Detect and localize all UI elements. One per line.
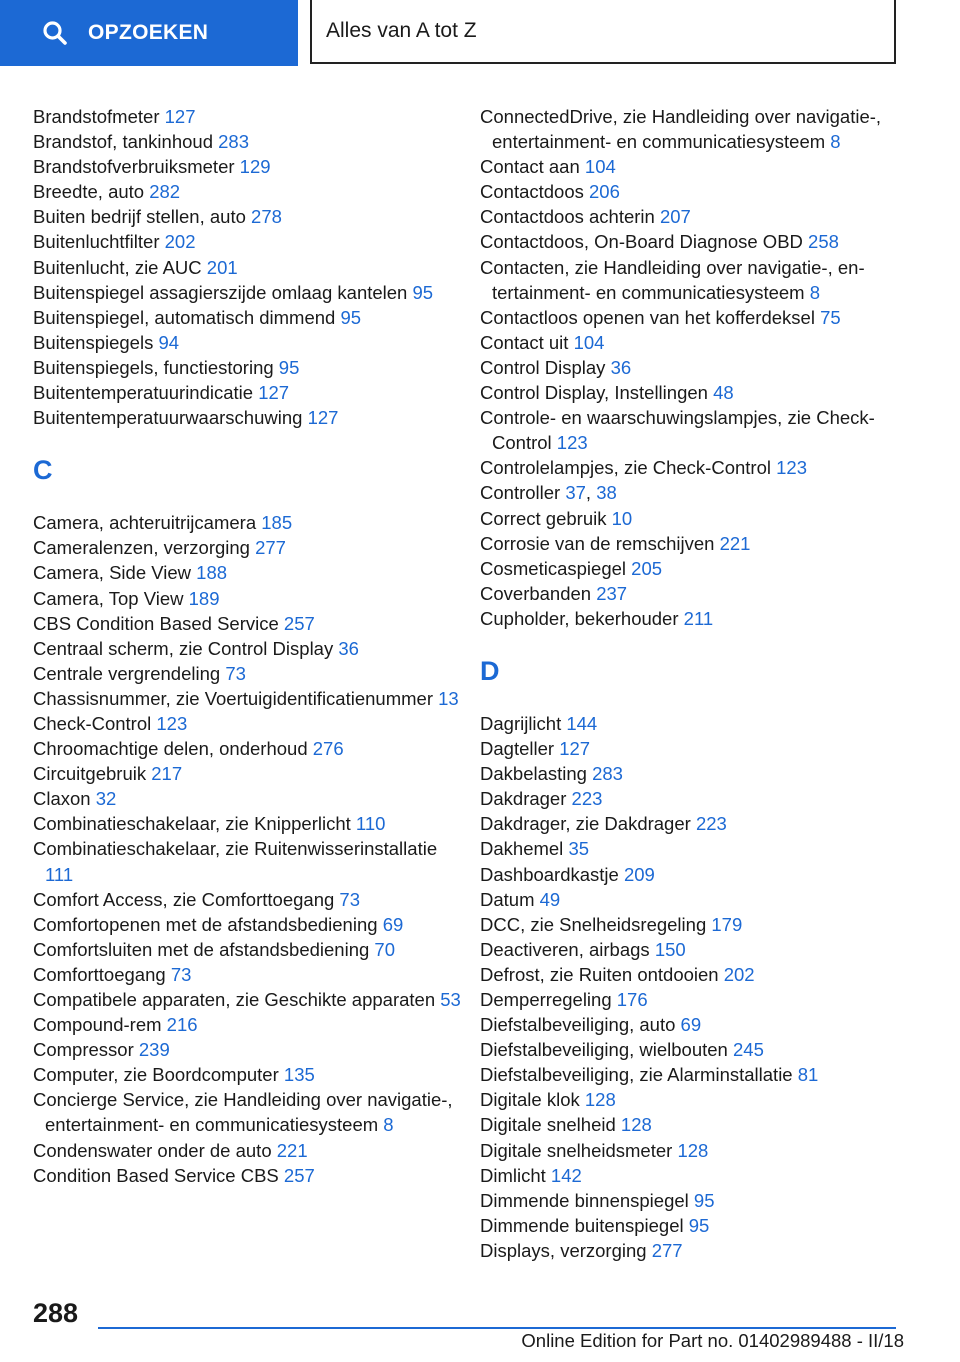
index-entry [33,129,463,154]
index-entry [33,1037,463,1062]
page-reference-link[interactable]: 221 [276,1139,308,1161]
page-reference-link[interactable]: 35 [568,838,590,860]
index-entry-term: Brandstof, tankinhoud [33,131,213,153]
index-entry-term: Contactdoos achterin [480,206,655,228]
index-section-letter: C [33,455,53,486]
index-entry-term: Corrosie van de remschijven [480,532,715,554]
page-reference-link[interactable]: 128 [584,1089,616,1111]
page-reference-link[interactable]: 202 [164,231,196,253]
page-reference-link[interactable]: 95 [340,306,362,328]
page-reference-link[interactable]: 179 [711,913,743,935]
top-navigation-bar [0,0,960,66]
index-entry-term: Diefstalbeveiliging, zie Alarminstallatie [480,1064,793,1086]
index-entry [33,887,463,912]
page-reference-link[interactable]: 95 [278,356,300,378]
index-entry [480,405,920,455]
index-entry-term: Brandstofmeter [33,106,160,127]
index-entry [33,1062,463,1087]
page-reference-link[interactable]: 8 [830,131,841,153]
index-entry-term: Buitentemperatuurwaarschuwing [33,407,303,429]
page-reference-link[interactable]: 276 [312,738,344,760]
page-reference-link[interactable]: 245 [733,1039,764,1061]
index-entry [33,510,463,535]
index-entry-term: Concierge Service, zie Handleiding over navigatie-, entertainment- en communicatiesysteem [33,1089,453,1136]
page-reference-link[interactable]: 95 [688,1214,710,1236]
index-entry-term: Contactdoos, On-Board Diagnose OBD [480,231,803,253]
page-reference-link[interactable]: 237 [596,582,628,604]
index-entry [33,305,463,330]
index-entry [33,1087,463,1137]
index-entry-term: Dimlicht [480,1164,546,1186]
index-entry [33,736,463,761]
search-button[interactable] [0,0,298,66]
index-entry [480,836,920,861]
index-entry-term: Control Display, Instellingen [480,382,708,404]
page-reference-link[interactable]: 73 [225,662,246,684]
page-reference-link[interactable]: 127 [307,407,339,429]
page-reference-link[interactable]: 123 [156,712,188,734]
page-reference-link[interactable]: 128 [677,1139,709,1161]
page-reference-link[interactable]: 205 [631,557,663,579]
index-entry-term: Brandstofverbruiksmeter [33,156,235,178]
index-entry-term: Buitenluchtfilter [33,231,160,253]
page-reference-link[interactable]: 48 [713,382,734,404]
index-entry-term: Camera, Side View [33,562,192,584]
page-reference-link[interactable]: 95 [412,281,434,303]
index-entry-term: Digitale klok [480,1089,580,1111]
index-entry-term: Circuitgebruik [33,763,147,785]
index-entry-term: Contactdoos [480,181,584,203]
page-reference-link[interactable]: 49 [539,888,561,910]
page-reference-link[interactable]: 70 [374,938,395,960]
index-entry-term: Digitale snelheid [480,1114,616,1136]
page-reference-link[interactable]: 53 [440,989,461,1010]
index-entry [33,987,463,1012]
index-entry-term: Condition Based Service CBS [33,1164,279,1186]
index-entry [33,611,463,636]
index-entry [480,912,920,937]
page-reference-link[interactable]: 10 [611,507,633,529]
index-entry [480,1238,920,1263]
index-column-left [33,104,463,1188]
index-entry [480,531,920,556]
index-entry-term: Correct gebruik [480,507,607,529]
page-reference-link[interactable]: 69 [680,1014,702,1036]
index-entry [480,862,920,887]
page-reference-link[interactable]: 150 [654,938,686,960]
index-entry [33,154,463,179]
index-entry-term: Chassisnummer, zie Voertuigidentificatienummer [33,687,433,709]
page-reference-link[interactable]: 283 [218,131,250,153]
index-entry [480,1062,920,1087]
index-entry [33,661,463,686]
index-entry-term: Condenswater onder de auto [33,1139,272,1161]
index-entry [33,836,463,886]
index-entry [480,581,920,606]
index-entry-term: Contact uit [480,331,569,353]
index-entry [480,1087,920,1112]
page-reference-link[interactable]: 239 [138,1039,170,1061]
page-reference-link[interactable]: 104 [584,156,616,178]
index-entry-term: Buitenspiegel, automatisch dimmend [33,306,336,328]
footer-edition-text: Online Edition for Part no. 01402989488 - II/18 [521,1330,904,1351]
index-entry [480,179,920,204]
index-entry [33,686,463,711]
page-reference-link[interactable]: 36 [338,637,359,659]
index-entry-term: Deactiveren, airbags [480,938,650,960]
index-entry-term: Centraal scherm, zie Control Display [33,637,334,659]
index-entry [480,1112,920,1137]
page-reference-link[interactable]: 142 [550,1164,582,1186]
index-entry [480,962,920,987]
index-entry: Controller 37, 38 [480,482,617,504]
index-entry-term: Defrost, zie Ruiten ontdooien [480,963,719,985]
page-reference-link[interactable]: 221 [719,532,751,554]
index-entry-term: Comfortsluiten met de afstandsbediening [33,938,370,960]
page-reference-link[interactable]: 278 [251,206,282,228]
index-entry [33,204,463,229]
index-entry-term: Breedte, auto [33,181,145,203]
index-entry [33,330,463,355]
index-entry [480,786,920,811]
index-entry [480,1163,920,1188]
index-entry-term: Dakhemel [480,838,564,860]
index-entry [480,711,920,736]
index-entry-term: Dakdrager [480,788,567,810]
index-entry-term: Dashboardkastje [480,863,619,885]
index-entry-term: Dagrijlicht [480,712,562,734]
index-entry-term: Cupholder, bekerhouder [480,607,679,629]
index-entry [480,204,920,229]
page-reference-link[interactable]: 104 [573,331,605,353]
index-entry [33,711,463,736]
index-entry [33,937,463,962]
page-reference-link[interactable]: 110 [355,813,386,835]
index-entry [480,887,920,912]
index-entry [33,811,463,836]
page-reference-link[interactable]: 185 [261,512,293,534]
index-entry [480,736,920,761]
index-entry-term: Dimmende buitenspiegel [480,1214,684,1236]
page-reference-link[interactable]: 32 [95,788,117,810]
index-entry [33,104,463,129]
index-entry-term: Dagteller [480,738,555,760]
page-reference-link[interactable]: 257 [283,1164,315,1186]
index-entry [33,786,463,811]
page-reference-link[interactable]: 209 [623,863,655,885]
index-entry [33,962,463,987]
index-entry [480,380,920,405]
search-icon [42,20,68,46]
index-entry-term: Digitale snelheidsmeter [480,1139,673,1161]
index-entry [480,937,920,962]
page-reference-link[interactable]: 277 [651,1239,683,1261]
page-reference-link[interactable]: 223 [695,813,727,835]
index-entry-term: Buiten bedrijf stellen, auto [33,206,246,228]
page-reference-link[interactable]: 13 [438,687,459,709]
index-entry [33,280,463,305]
index-entry [480,811,920,836]
page-reference-link[interactable]: 144 [566,712,598,734]
page-reference-link[interactable]: 258 [808,231,839,253]
index-entry [33,229,463,254]
page-reference-link[interactable]: 202 [723,963,755,985]
index-entry [480,455,920,480]
page-reference-link[interactable]: 135 [283,1064,315,1086]
index-entry-term: Comfort Access, zie Comforttoegang [33,888,335,910]
page-reference-link[interactable]: 223 [571,788,603,810]
page-reference-link[interactable]: 211 [683,607,714,629]
index-entry-term: Camera, achteruitrijcamera [33,512,257,534]
page-reference-link[interactable]: 95 [693,1189,715,1211]
page-reference-link[interactable]: 8 [809,281,821,303]
index-entry-term: Contacten, zie Handleiding over navigatie-, entertainment- en communicatiesysteem [480,256,865,303]
page-reference-link[interactable]: 217 [151,763,183,785]
index-entry [480,761,920,786]
index-entry [480,305,920,330]
index-entry [33,586,463,611]
tab-label: Alles van A tot Z [326,19,477,42]
tab-alles-van-a-tot-z[interactable] [310,0,896,64]
index-entry-term: Buitenspiegel assagierszijde omlaag kantelen [33,281,408,303]
index-entry [33,405,463,430]
index-entry [480,104,920,154]
index-entry-term: Camera, Top View [33,587,184,609]
index-entry-term: Controle- en waarschuwingslampjes, zie Check-Control [480,407,875,454]
footer-divider [98,1327,896,1329]
index-entry-term: Contactloos openen van het kofferdeksel [480,306,815,328]
index-entry-term: Coverbanden [480,582,592,604]
index-entry [480,355,920,380]
index-entry [33,535,463,560]
page-reference-link[interactable]: 73 [339,888,360,910]
index-entry [480,1012,920,1037]
index-entry [33,1012,463,1037]
index-entry [480,330,920,355]
index-entry-term: Contact aan [480,156,580,178]
index-entry-term: Buitenspiegels [33,331,154,353]
page-reference-link[interactable]: 127 [258,382,290,404]
index-entry-term: Comfortopenen met de afstandsbediening [33,913,378,935]
page-reference-link[interactable]: 189 [188,587,220,609]
index-entry [480,154,920,179]
index-entry-term: Dimmende binnenspiegel [480,1189,689,1211]
index-entry-term: DCC, zie Snelheidsregeling [480,913,707,935]
page-reference-link[interactable]: 69 [382,913,404,935]
index-entry [480,987,920,1012]
index-entry-term: Check-Control [33,712,152,734]
page-reference-link[interactable]: 207 [659,206,691,228]
index-entry [33,912,463,937]
index-entry [33,1138,463,1163]
index-entry [33,761,463,786]
index-entry-term: Buitentemperatuurindicatie [33,382,254,404]
index-entry-term: Buitenspiegels, functiestoring [33,356,274,378]
page-reference-link[interactable]: 188 [196,562,228,584]
page-reference-link[interactable]: 8 [383,1114,394,1136]
page-reference-link[interactable]: 123 [776,457,807,479]
index-entry [33,255,463,280]
index-entry-term: Cosmeticaspiegel [480,557,627,579]
index-entry [480,255,920,305]
page-reference-link[interactable]: 75 [820,306,841,328]
index-entry-term: Datum [480,888,535,910]
page-reference-link[interactable]: 283 [592,763,623,785]
index-entry-term: Dakbelasting [480,763,587,785]
index-entry-term: Cameralenzen, verzorging [33,537,250,559]
page-reference-link[interactable]: 201 [206,256,238,278]
page-reference-link[interactable]: 37 [565,482,586,504]
index-entry-term: Buitenlucht, zie AUC [33,256,202,278]
index-entry-term: Computer, zie Boordcomputer [33,1064,279,1086]
index-entry-term: ConnectedDrive, zie Handleiding over navigatie-, entertainment- en communicatiesysteem [480,106,882,153]
page-reference-link[interactable]: 277 [255,537,286,559]
index-entry-term: Compound-rem [33,1014,162,1036]
index-entry-term: Comforttoegang [33,963,166,985]
index-entry-term: Diefstalbeveiliging, auto [480,1014,676,1036]
index-entry-term: Combinatieschakelaar, zie Knipperlicht [33,813,351,835]
index-entry [480,1037,920,1062]
page-reference-link[interactable]: 206 [589,181,620,203]
index-entry-term: Dakdrager, zie Dakdrager [480,813,691,835]
index-entry-term: CBS Condition Based Service [33,612,279,634]
index-section-letter: D [480,655,500,686]
page-reference-link[interactable]: 111 [45,863,74,885]
page-reference-link[interactable]: 127 [559,738,591,760]
index-entry [33,380,463,405]
index-entry-term: Controlelampjes, zie Check-Control [480,457,771,479]
index-entry [33,1163,463,1188]
page-reference-link[interactable]: 123 [556,432,588,454]
page-reference-link[interactable]: 81 [797,1064,819,1086]
index-entry-term: Compatibele apparaten, zie Geschikte apparaten [33,989,436,1010]
index-entry-term: Claxon [33,788,91,810]
index-entry [480,606,920,631]
index-entry-term: Diefstalbeveiliging, wielbouten [480,1039,728,1061]
index-entry-term: Compressor [33,1039,134,1061]
page-reference-link[interactable]: 129 [239,156,271,178]
index-entry-term: Displays, verzorging [480,1239,647,1261]
index-entry-term: Demperregeling [480,989,612,1010]
index-entry-term: Centrale vergrendeling [33,662,221,684]
page-number: 288 [33,1298,79,1328]
index-entry [480,1188,920,1213]
page-reference-link[interactable]: 94 [158,331,180,353]
index-entry-term: Controller [480,482,561,504]
page-reference-link[interactable]: 38 [596,482,617,504]
page-reference-link[interactable]: 257 [283,612,315,634]
page-reference-link[interactable]: 176 [616,989,648,1010]
page-reference-link[interactable]: 216 [166,1014,198,1036]
index-entry [33,355,463,380]
index-entry [480,1213,920,1238]
index-entry-term: Chroomachtige delen, onderhoud [33,738,308,760]
index-entry [480,506,920,531]
index-entry-term: Control Display [480,356,606,378]
index-entry [480,229,920,254]
index-entry [480,1138,920,1163]
index-column-right [480,104,920,1263]
page-reference-link[interactable]: 128 [620,1114,652,1136]
index-entry [33,636,463,661]
search-button-label: OPZOEKEN [88,21,209,44]
page-reference-link[interactable]: 73 [170,963,192,985]
page-reference-link[interactable]: 36 [610,356,632,378]
index-entry [33,179,463,204]
page-reference-link[interactable]: 282 [149,181,181,203]
index-entry [33,560,463,585]
page-reference-link[interactable]: 127 [164,106,196,127]
index-entry-term: Combinatieschakelaar, zie Ruitenwisserinstallatie [33,838,438,860]
index-entry [480,556,920,581]
